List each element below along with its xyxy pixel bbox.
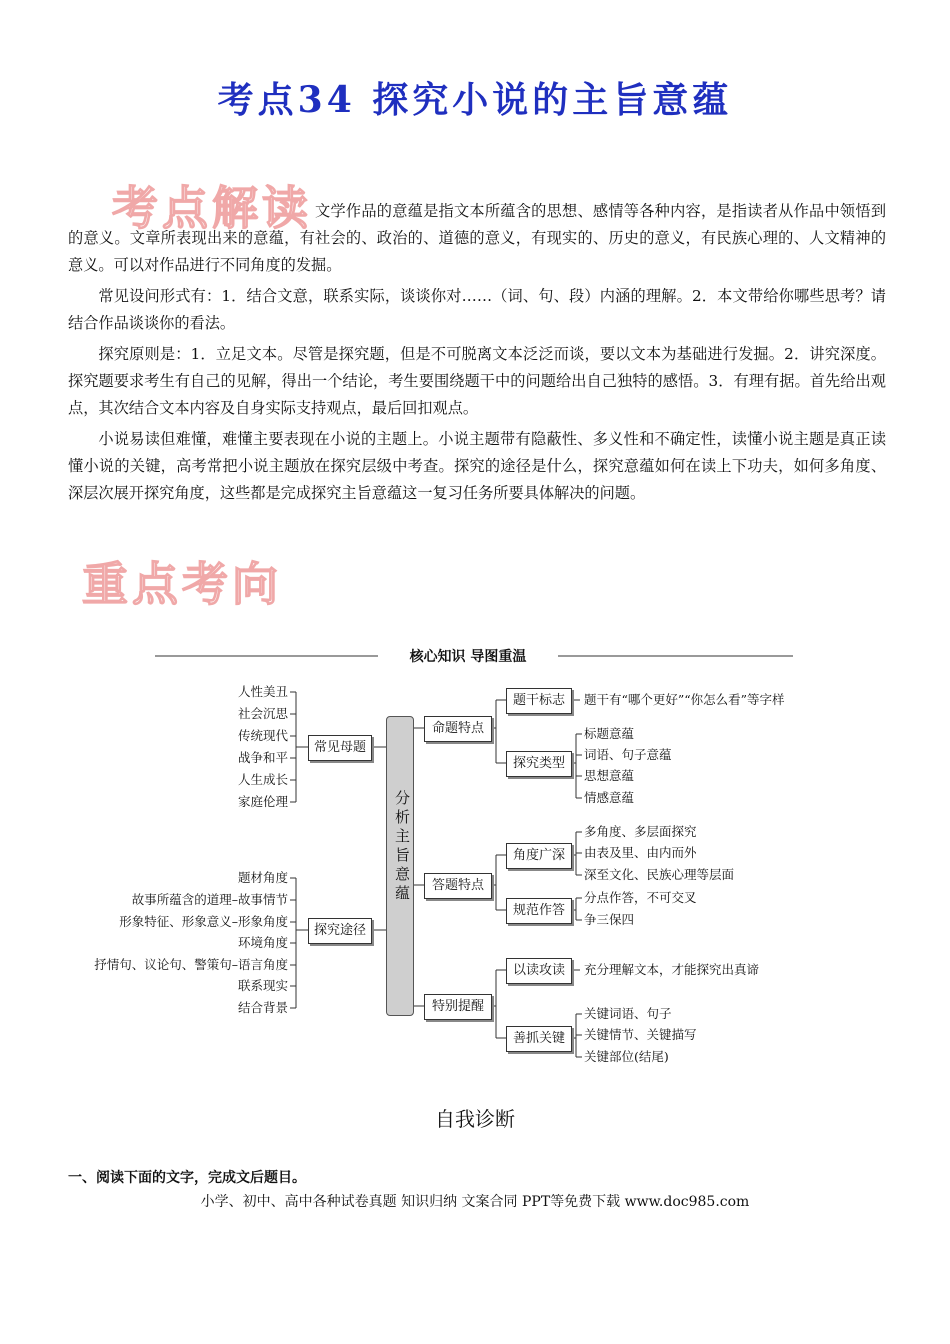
node-exploration-paths: 探究途径	[308, 918, 372, 944]
leaf-item: 深至文化、民族心理等层面	[584, 867, 735, 882]
novel-theme-paragraph: 小说易读但难懂，难懂主要表现在小说的主题上。小说主题带有隐蔽性、多义性和不确定性，读懂小说主题是真正读懂小说的关键，高考常把小说主题放在探究层级中考查。探究的途径是什么，探究意蕴如何在读上下功夫，如何多角度、深层次展开探究角度，这些都是完成探究主旨意蕴这一复习任务所要具体解决的问题。	[68, 430, 886, 502]
mindmap-banner: 核心知识 导图重温	[378, 646, 558, 666]
leaf-item: 战争和平	[237, 750, 288, 765]
leaf-item: 人性美丑	[237, 684, 288, 699]
intro-paragraph: 文学作品的意蕴是指文本所蕴含的思想、感情等各种内容，是指读者从作品中领悟到的意义。文章所表现出来的意蕴，有社会的、政治的、道德的意义，有现实的、历史的意义，有民族心理的、人文精神的意义。可以对作品进行不同角度的发掘。	[68, 202, 886, 274]
leaf-item: 标题意蕴	[584, 726, 635, 741]
leaf-item: 思想意蕴	[584, 768, 635, 783]
node-standard-answer: 规范作答	[506, 898, 572, 924]
leaf-item: 社会沉思	[237, 706, 288, 721]
node-exploration-types: 探究类型	[506, 751, 572, 777]
self-diagnosis-heading: 自我诊断	[435, 1107, 515, 1131]
leaf-item: 争三保四	[584, 912, 635, 927]
mindmap-center-label: 分析主旨意蕴	[393, 790, 411, 904]
leaf-item: 充分理解文本，才能探究出真谛	[584, 962, 760, 977]
leaf-item: 结合背景	[237, 1000, 288, 1015]
stamp-zhongdian-kaoxiang: 重点考向	[82, 557, 282, 611]
node-breadth-depth: 角度广深	[506, 843, 572, 869]
principles-paragraph: 探究原则是：1．立足文本。尽管是探究题，但是不可脱离文本泛泛而谈，要以文本为基础进行发掘。2．讲究深度。探究题要求考生有自己的见解，得出一个结论，考生要围绕题干中的问题给出自己独特的感悟。3．有理有据。首先给出观点，其次结合文本内容及自身实际支持观点，最后回扣观点。	[68, 345, 886, 417]
footer-note: 小学、初中、高中各种试卷真题 知识归纳 文案合同 PPT等免费下载 www.doc985.com	[200, 1194, 750, 1210]
leaf-item: 由表及里、由内而外	[584, 845, 697, 860]
leaf-item: 题材角度	[237, 870, 288, 885]
node-answer-features: 答题特点	[424, 873, 492, 899]
page-title: 考点34 探究小说的主旨意蕴	[217, 79, 733, 121]
leaf-item: 情感意蕴	[584, 790, 635, 805]
node-stem-markers: 题干标志	[506, 688, 572, 714]
leaf-item: 关键情节、关键描写	[584, 1027, 697, 1042]
node-question-features: 命题特点	[424, 716, 492, 742]
leaf-item: 形象特征、形象意义–形象角度	[119, 914, 288, 929]
leaf-item: 故事所蕴含的道理–故事情节	[131, 892, 288, 907]
leaf-item: 人生成长	[237, 772, 288, 787]
leaf-item: 词语、句子意蕴	[584, 747, 672, 762]
node-special-reminders: 特别提醒	[424, 994, 492, 1020]
leaf-item: 传统现代	[237, 728, 288, 743]
stamp-kaodian-jiedu: 考点解读	[112, 181, 312, 235]
node-common-themes: 常见母题	[308, 735, 372, 761]
leaf-item: 家庭伦理	[237, 794, 288, 809]
leaf-item: 关键词语、句子	[584, 1006, 672, 1021]
section-one-heading: 一、阅读下面的文字，完成文后题目。	[68, 1170, 306, 1186]
leaf-item: 抒情句、议论句、警策句–语言角度	[94, 957, 288, 972]
question-forms-paragraph: 常见设问形式有：1．结合文意，联系实际，谈谈你对……（词、句、段）内涵的理解。2．本文带给你哪些思考？请结合作品谈谈你的看法。	[68, 287, 886, 332]
leaf-item: 联系现实	[237, 978, 288, 993]
leaf-item: 多角度、多层面探究	[584, 824, 697, 839]
leaf-item: 题干有“哪个更好”“你怎么看”等字样	[584, 692, 785, 707]
leaf-item: 关键部位(结尾)	[584, 1049, 669, 1064]
leaf-item: 环境角度	[237, 935, 288, 950]
node-grasp-key: 善抓关键	[506, 1026, 572, 1052]
leaf-item: 分点作答，不可交叉	[584, 890, 697, 905]
node-read-to-attack: 以读攻读	[506, 958, 572, 984]
